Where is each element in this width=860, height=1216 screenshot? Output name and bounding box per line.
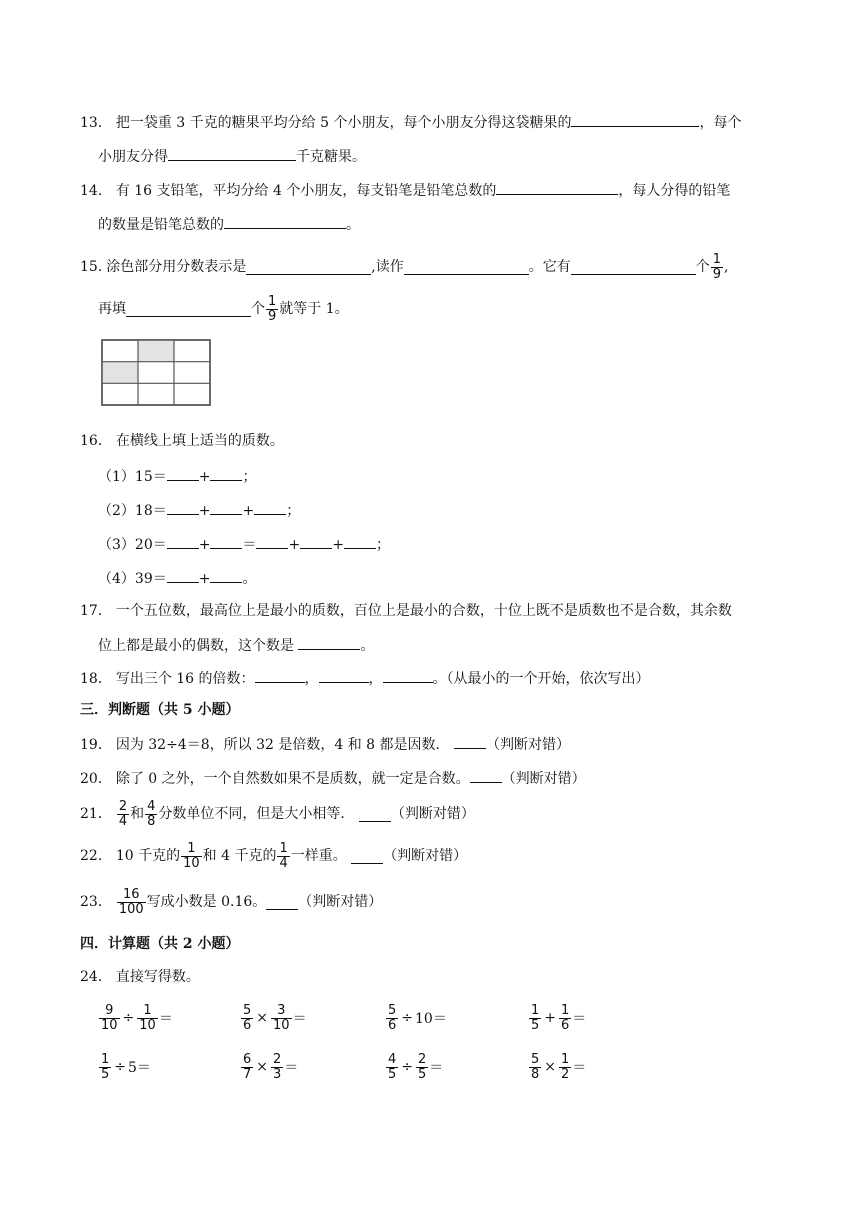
q14-blank-2[interactable] bbox=[224, 213, 346, 229]
q14-line1: 14． 有 16 支铅笔，平均分给 4 个小朋友，每支铅笔是铅笔总数的 ，每人分得的铅笔 bbox=[80, 179, 730, 201]
fraction-2-4: $\frac{2}{4}$ bbox=[118, 798, 128, 829]
q18-blank-3[interactable] bbox=[383, 667, 433, 683]
q21-line: 21． $\frac{2}{4}$ 和 $\frac{4}{8}$ 分数单位不同，但是大小相等． （判断对错） bbox=[80, 798, 475, 829]
fraction-one-ninth-2: $\frac{1}{9}$ bbox=[268, 293, 277, 324]
q16-item-1: （1）15＝ + ； bbox=[98, 465, 256, 487]
q14-number: 14． bbox=[80, 183, 112, 199]
q23-line: 23． $\frac{16}{100}$ 写成小数是 0.16。 （判断对错） bbox=[80, 886, 383, 917]
calc-2: $\frac{5}{6}$ × $\frac{3}{10}$ ＝ bbox=[243, 1002, 307, 1033]
q15-number: 15. bbox=[80, 259, 103, 275]
q16-1-blank-b[interactable] bbox=[210, 465, 242, 481]
q18-number: 18． bbox=[80, 671, 112, 687]
q17-line1: 17． 一个五位数，最高位上是最小的质数，百位上是最小的合数，十位上既不是质数也不是合数，其余数 bbox=[80, 603, 732, 619]
q20-blank[interactable] bbox=[470, 767, 502, 783]
q13-blank-1[interactable] bbox=[571, 111, 699, 127]
q15-line2: 再填 个 $\frac{1}{9}$ 就等于 1。 bbox=[98, 293, 349, 324]
q21-blank[interactable] bbox=[359, 806, 391, 822]
q15-blank-4[interactable] bbox=[126, 301, 251, 317]
q20-line: 20． 除了 0 之外，一个自然数如果不是质数，就一定是合数。 （判断对错） bbox=[80, 767, 586, 789]
section-4-heading: 四．计算题（共 2 小题） bbox=[80, 936, 240, 952]
q13-text: 把一袋重 3 千克的糖果平均分给 5 个小朋友，每个小朋友分得这袋糖果的 bbox=[115, 115, 572, 131]
q16-number: 16． bbox=[80, 433, 112, 449]
fraction-1-10: $\frac{1}{10}$ bbox=[183, 840, 200, 871]
fraction-1-4: $\frac{1}{4}$ bbox=[279, 840, 288, 871]
q15-line1: 15. 涂色部分用分数表示是 ,读作 。它有 个 $\frac{1}{9}$ , bbox=[80, 251, 729, 282]
q22-line: 22． 10 千克的 $\frac{1}{10}$ 和 4 千克的 $\frac{1}{4}$ 一样重。 （判断对错） bbox=[80, 840, 468, 871]
q16-2-blank-a[interactable] bbox=[167, 499, 199, 515]
q18-line: 18． 写出三个 16 的倍数： ， ， 。（从最小的一个开始，依次写出） bbox=[80, 667, 650, 689]
q16-item-3: （3）20＝ + ＝ + + ； bbox=[98, 533, 390, 555]
fraction-one-ninth: $\frac{1}{9}$ bbox=[712, 251, 721, 282]
q16-4-blank-b[interactable] bbox=[210, 567, 242, 583]
calc-1: $\frac{9}{10}$ ÷ $\frac{1}{10}$ ＝ bbox=[101, 1002, 173, 1033]
q14-line2: 的数量是铅笔总数的 。 bbox=[98, 213, 360, 235]
calc-4: $\frac{1}{5}$ + $\frac{1}{6}$ ＝ bbox=[531, 1002, 587, 1033]
section-3-heading: 三．判断题（共 5 小题） bbox=[80, 702, 240, 718]
q17-number: 17． bbox=[80, 603, 112, 619]
q24-line: 24． 直接写得数。 bbox=[80, 969, 200, 985]
calc-6: $\frac{6}{7}$ × $\frac{2}{3}$ ＝ bbox=[243, 1051, 299, 1082]
q18-blank-2[interactable] bbox=[319, 667, 369, 683]
q16-4-blank-a[interactable] bbox=[167, 567, 199, 583]
q16-item-2: （2）18＝ + + ； bbox=[98, 499, 300, 521]
q16-line: 16． 在横线上填上适当的质数。 bbox=[80, 433, 284, 449]
q16-3-blank-e[interactable] bbox=[344, 533, 376, 549]
q18-blank-1[interactable] bbox=[255, 667, 305, 683]
shaded-grid-figure bbox=[101, 339, 211, 406]
q16-3-blank-c[interactable] bbox=[256, 533, 288, 549]
q16-3-blank-b[interactable] bbox=[210, 533, 242, 549]
q22-blank[interactable] bbox=[351, 848, 383, 864]
q16-3-blank-d[interactable] bbox=[300, 533, 332, 549]
q13-blank-2[interactable] bbox=[168, 145, 296, 161]
grid-shaded-cell-1 bbox=[138, 340, 174, 362]
q13-number: 13． bbox=[80, 115, 112, 131]
q19-line: 19． 因为 32÷4＝8，所以 32 是倍数，4 和 8 都是因数． （判断对错） bbox=[80, 733, 570, 755]
calc-8: $\frac{5}{8}$ × $\frac{1}{2}$ ＝ bbox=[531, 1051, 587, 1082]
fraction-16-100: $\frac{16}{100}$ bbox=[118, 886, 144, 917]
calc-5: $\frac{1}{5}$ ÷ 5＝ bbox=[101, 1051, 151, 1082]
q16-item-4: （4）39＝ + 。 bbox=[98, 567, 256, 589]
q16-1-blank-a[interactable] bbox=[167, 465, 199, 481]
q19-blank[interactable] bbox=[454, 733, 486, 749]
q23-blank[interactable] bbox=[266, 894, 298, 910]
q16-2-blank-b[interactable] bbox=[210, 499, 242, 515]
grid-shaded-cell-2 bbox=[102, 362, 138, 384]
q14-text: 有 16 支铅笔，平均分给 4 个小朋友，每支铅笔是铅笔总数的 bbox=[115, 183, 497, 199]
q15-blank-1[interactable] bbox=[246, 259, 371, 275]
q16-3-blank-a[interactable] bbox=[167, 533, 199, 549]
calc-3: $\frac{5}{6}$ ÷ 10＝ bbox=[388, 1002, 447, 1033]
calc-7: $\frac{4}{5}$ ÷ $\frac{2}{5}$ ＝ bbox=[388, 1051, 444, 1082]
q16-2-blank-c[interactable] bbox=[254, 499, 286, 515]
q14-blank-1[interactable] bbox=[496, 179, 618, 195]
q13-line1: 13． 把一袋重 3 千克的糖果平均分给 5 个小朋友，每个小朋友分得这袋糖果的 ，每个 bbox=[80, 111, 741, 133]
fraction-4-8: $\frac{4}{8}$ bbox=[147, 798, 156, 829]
q15-blank-3[interactable] bbox=[571, 259, 696, 275]
q13-line2: 小朋友分得 千克糖果。 bbox=[98, 145, 366, 167]
q15-blank-2[interactable] bbox=[404, 259, 529, 275]
q17-blank[interactable] bbox=[298, 634, 360, 650]
q17-line2: 位上都是最小的偶数，这个数是 。 bbox=[98, 634, 374, 656]
